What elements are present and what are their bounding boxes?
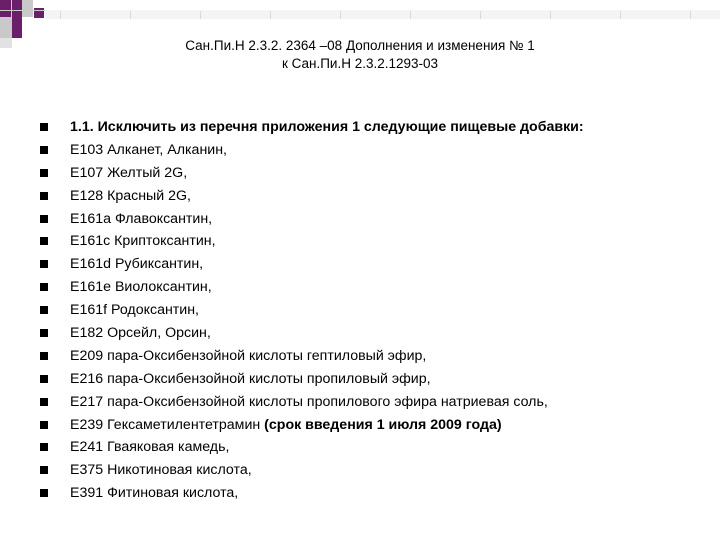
list-item-text: Е182 Орсейл, Орсин, (70, 325, 211, 342)
list-item-text: Е217 пара-Оксибензойной кислоты пропилового эфира натриевая соль, (70, 393, 548, 410)
list-item (40, 276, 710, 299)
square-bullet-icon (40, 146, 48, 154)
list-item (40, 391, 710, 414)
square-bullet-icon (40, 215, 48, 223)
list-item (40, 116, 710, 139)
list-item-text (70, 414, 502, 436)
square-bullet-icon (40, 237, 48, 245)
list-item-text: Е375 Никотиновая кислота, (70, 462, 252, 479)
square-bullet-icon (40, 421, 48, 429)
square-bullet-icon (40, 260, 48, 268)
square-bullet-icon (40, 306, 48, 314)
list-item (40, 253, 710, 276)
square-bullet-icon (40, 375, 48, 383)
square-bullet-icon (40, 398, 48, 406)
list-item-text: Е161е Виолоксантин, (70, 279, 212, 296)
list-item (40, 345, 710, 368)
additives-list (40, 116, 710, 505)
slide-title (0, 37, 720, 73)
list-item (40, 299, 710, 322)
list-item-main: Е239 Гексаметилентетрамин (70, 416, 265, 433)
square-bullet-icon (40, 352, 48, 360)
list-item-text: Е391 Фитиновая кислота, (70, 485, 239, 502)
square-bullet-icon (40, 466, 48, 474)
square-bullet-icon (40, 123, 48, 131)
square-bullet-icon (40, 489, 48, 497)
list-item-text: Е161f Родоксантин, (70, 302, 199, 319)
square-bullet-icon (40, 329, 48, 337)
list-item-text: Е103 Алканет, Алканин, (70, 141, 227, 158)
list-item-text: Е161а Флавоксантин, (70, 210, 213, 227)
list-item-text: Е216 пара-Оксибензойной кислоты пропиловый эфир, (70, 370, 431, 387)
square-bullet-icon (40, 443, 48, 451)
list-item (40, 208, 710, 231)
list-item-text: Е209 пара-Оксибензойной кислоты гептиловый эфир, (70, 347, 427, 364)
list-item (40, 368, 710, 391)
list-item (40, 414, 710, 437)
title-line-2: к Сан.Пи.Н 2.3.2.1293-03 (281, 56, 439, 71)
list-item-text: Е161d Рубиксантин, (70, 256, 204, 273)
list-item-text: Е161с Криптоксантин, (70, 233, 216, 250)
title-line-1: Сан.Пи.Н 2.3.2. 2364 –08 Дополнения и изменения № 1 (185, 38, 535, 53)
deadline-note: (срок введения 1 июля 2009 года) (264, 416, 502, 433)
square-bullet-icon (40, 283, 48, 291)
list-item-text: Е241 Гваяковая камедь, (70, 439, 230, 456)
list-item (40, 436, 710, 459)
list-item (40, 482, 710, 505)
list-item-text: Е107 Желтый 2G, (70, 164, 188, 181)
list-item (40, 162, 710, 185)
list-item-text: Е128 Красный 2G, (70, 187, 191, 204)
square-bullet-icon (40, 169, 48, 177)
list-item (40, 322, 710, 345)
list-item-text: 1.1. Исключить из перечня приложения 1 следующие пищевые добавки: (70, 119, 584, 135)
square-bullet-icon (40, 192, 48, 200)
list-item (40, 230, 710, 253)
list-item (40, 139, 710, 162)
list-item (40, 459, 710, 482)
list-item (40, 185, 710, 208)
